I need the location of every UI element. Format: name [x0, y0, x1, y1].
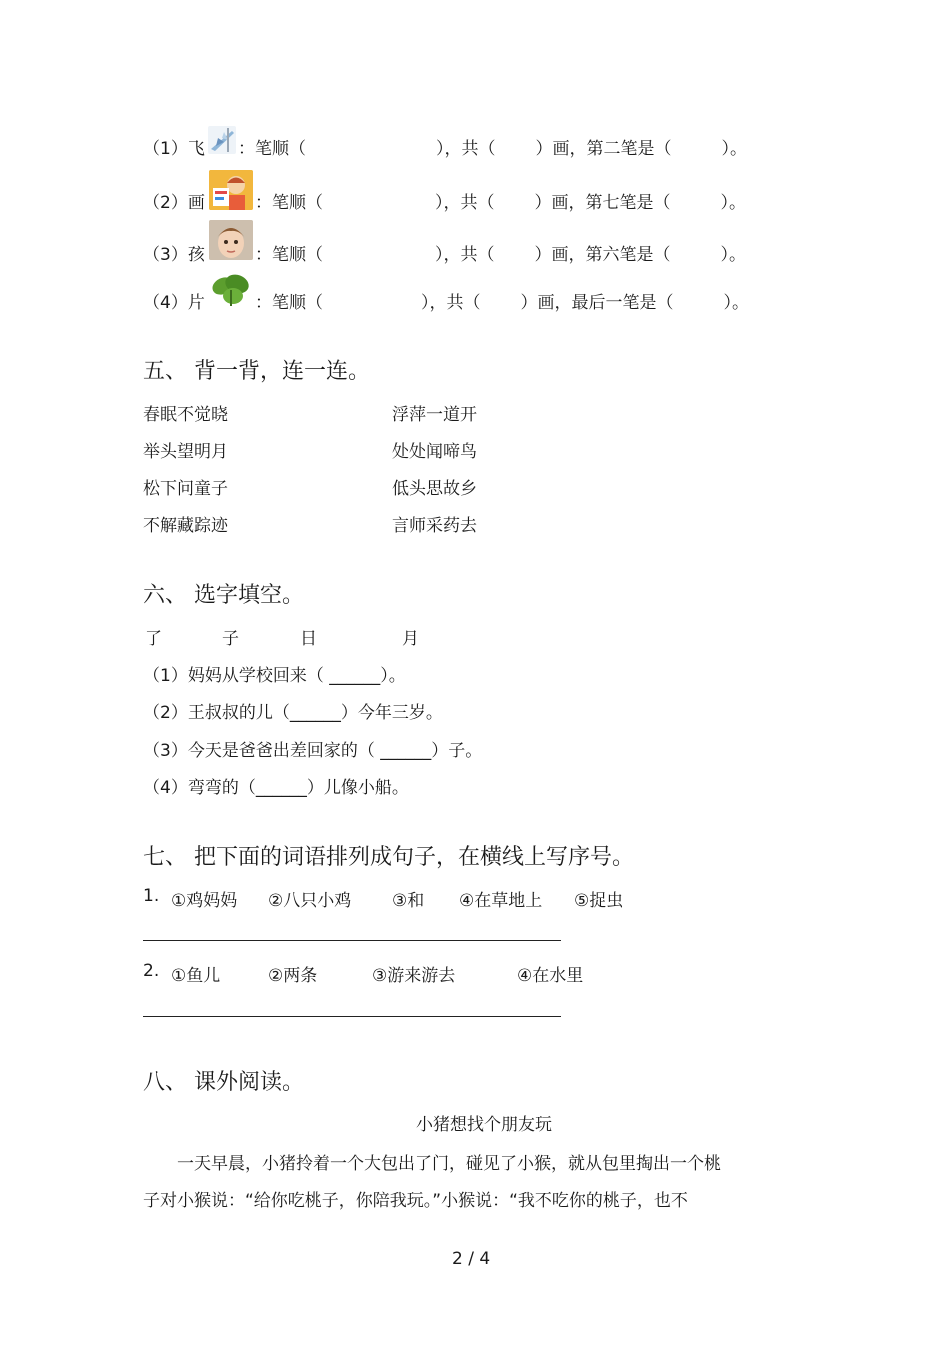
q1-word-5: ⑤捉虫 [574, 891, 624, 911]
answer-blank[interactable]: ______ [380, 741, 432, 761]
fill-item-4: （4）弯弯的（______）儿像小船。 [143, 778, 409, 798]
child-drawing-icon [209, 170, 253, 210]
q1-word-2: ②八只小鸡 [268, 891, 352, 911]
poem-right-3: 低头思故乡 [392, 479, 477, 499]
story-line-1: 一天早晨，小猪拎着一个大包出了门，碰见了小猴，就从包里掏出一个桃 [177, 1154, 721, 1174]
choice-1: 了 [145, 629, 162, 649]
choice-2: 子 [222, 629, 239, 649]
stroke-item-3: （3）孩 [143, 245, 205, 265]
poem-left-1: 春眠不觉晓 [143, 405, 228, 425]
q2-answer-line[interactable] [143, 1016, 561, 1017]
stroke-item-2-line: ：笔顺（ ），共（ ）画，第七笔是（ ）。 [255, 193, 746, 213]
stroke-item-2: （2）画 [143, 193, 205, 213]
q2-word-3: ③游来游去 [372, 966, 456, 986]
stroke-item-1-line: ：笔顺（ ），共（ ）画，第二笔是（ ）。 [238, 139, 747, 159]
q2-number: 2. [143, 961, 160, 981]
stroke-item-3-line: ：笔顺（ ），共（ ）画，第六笔是（ ）。 [255, 245, 746, 265]
answer-blank[interactable]: ______ [255, 778, 307, 798]
answer-blank[interactable]: ______ [289, 703, 341, 723]
poem-left-2: 举头望明月 [143, 442, 228, 462]
poem-right-4: 言师采药去 [392, 516, 477, 536]
story-title: 小猪想找个朋友玩 [416, 1115, 552, 1135]
section6-heading: 六、 选字填空。 [143, 583, 304, 608]
choice-4: 月 [402, 629, 419, 649]
section5-heading: 五、 背一背，连一连。 [143, 359, 370, 384]
q2-word-2: ②两条 [268, 966, 318, 986]
poem-left-3: 松下问童子 [143, 479, 228, 499]
stroke-item-4: （4）片 [143, 293, 205, 313]
poem-right-1: 浮萍一道开 [392, 405, 477, 425]
fill-item-3: （3）今天是爸爸出差回家的（ ______）子。 [143, 741, 483, 761]
stroke-item-4-line: ：笔顺（ ），共（ ）画，最后一笔是（ ）。 [255, 293, 749, 313]
story-line-2: 子对小猴说：“给你吃桃子，你陪我玩。”小猴说：“我不吃你的桃子，也不 [143, 1191, 688, 1211]
q2-word-4: ④在水里 [517, 966, 584, 986]
section8-heading: 八、 课外阅读。 [143, 1070, 304, 1095]
q1-answer-line[interactable] [143, 940, 561, 941]
fill-item-1: （1）妈妈从学校回来（ ______）。 [143, 666, 406, 686]
section7-heading: 七、 把下面的词语排列成句子，在横线上写序号。 [143, 845, 634, 870]
q1-word-1: ①鸡妈妈 [171, 891, 238, 911]
q2-word-1: ①鱼儿 [171, 966, 221, 986]
choice-3: 日 [300, 629, 317, 649]
q1-word-4: ④在草地上 [459, 891, 543, 911]
child-face-icon [209, 220, 253, 260]
page-number: 2 / 4 [452, 1249, 491, 1269]
q1-number: 1. [143, 886, 160, 906]
poem-left-4: 不解藏踪迹 [143, 516, 228, 536]
leaf-icon [209, 270, 253, 308]
stroke-item-1: （1）飞 [143, 139, 205, 159]
fill-item-2: （2）王叔叔的儿（______）今年三岁。 [143, 703, 443, 723]
answer-blank[interactable]: ______ [329, 666, 381, 686]
q1-word-3: ③和 [392, 891, 425, 911]
airplane-icon [208, 126, 236, 154]
poem-right-2: 处处闻啼鸟 [392, 442, 477, 462]
